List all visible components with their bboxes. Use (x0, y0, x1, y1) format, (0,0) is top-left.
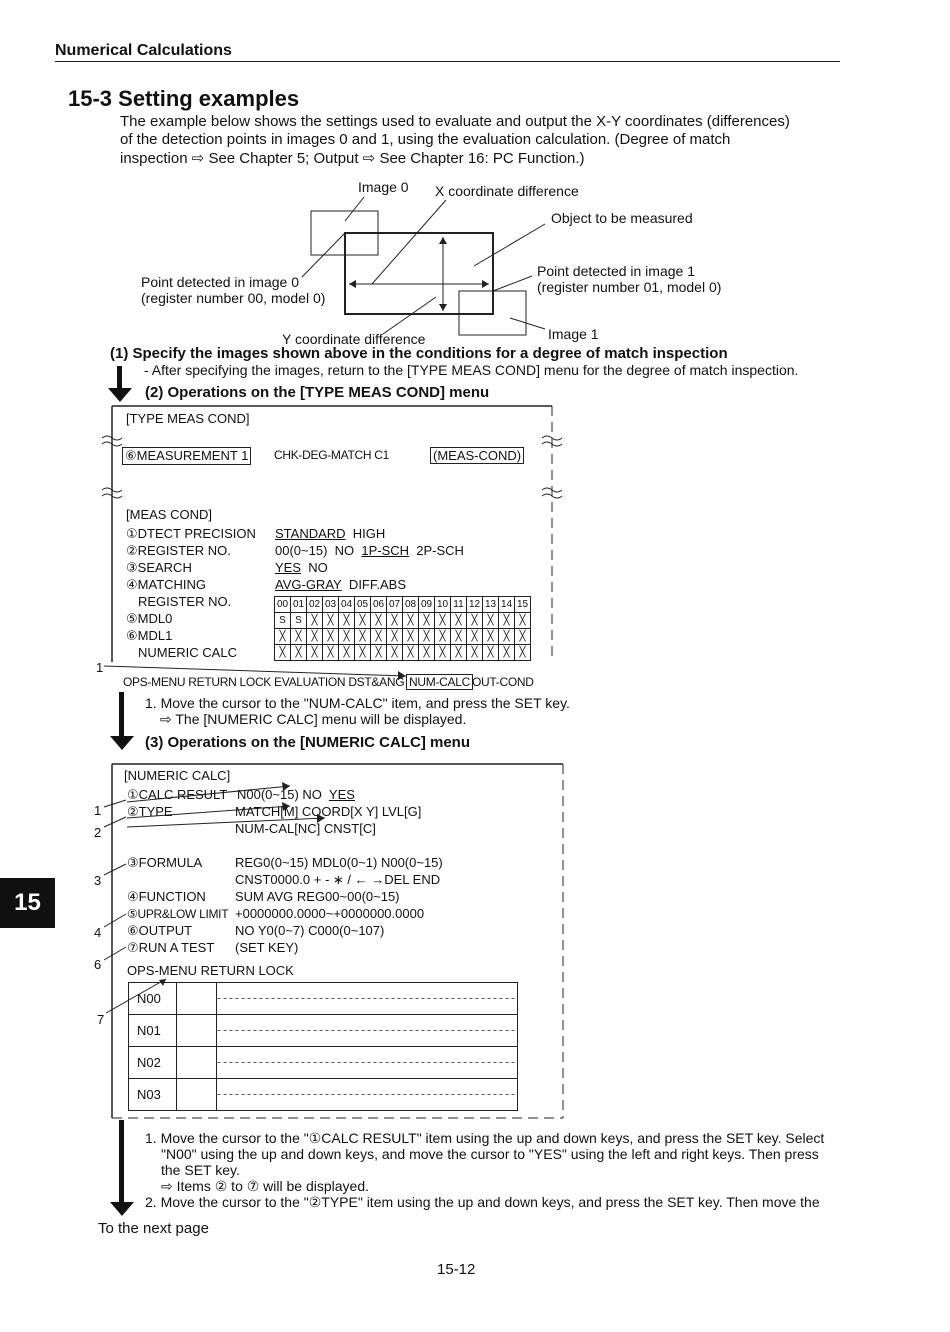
chapter-tab: 15 (0, 878, 55, 928)
table-row (129, 1047, 518, 1079)
flow-arrow-3 (119, 1120, 124, 1204)
numeric-calc-cell: ╳ (355, 645, 371, 661)
register-number-cell: 04 (339, 597, 355, 613)
step3-note-1: 1. Move the cursor to the "①CALC RESULT" item using the up and down keys, and press the SET key. Select (145, 1130, 825, 1146)
numeric-calc-cell: ╳ (387, 645, 403, 661)
calc-result-value[interactable]: N00(0~15) NO YES (237, 787, 355, 802)
register-number-cell: 07 (387, 597, 403, 613)
register-no-value[interactable]: 00(0~15) NO 1P-SCH 2P-SCH (275, 543, 464, 558)
mdl0-label: ⑤MDL0 (126, 611, 173, 626)
numeric-calc-cell: ╳ (403, 645, 419, 661)
mdl0-cell: ╳ (371, 613, 387, 629)
mdl1-cell: ╳ (355, 629, 371, 645)
dtect-precision-value[interactable]: STANDARD HIGH (275, 526, 386, 541)
matching-value[interactable]: AVG-GRAY DIFF.ABS (275, 577, 406, 592)
register-number-cell: 09 (419, 597, 435, 613)
function-value[interactable]: SUM AVG REG00~00(0~15) (235, 889, 400, 904)
mdl0-cell: ╳ (403, 613, 419, 629)
label-point0-l2: (register number 00, model 0) (141, 290, 326, 306)
callout-6: 6 (94, 957, 102, 972)
numeric-calc-cell: ╳ (435, 645, 451, 661)
numeric-calc-cell: ╳ (419, 645, 435, 661)
search-label: ③SEARCH (126, 560, 192, 575)
output-value[interactable]: NO Y0(0~7) C000(0~107) (235, 923, 385, 938)
function-label: ④FUNCTION (127, 889, 206, 904)
mdl1-cell: ╳ (403, 629, 419, 645)
mdl1-cell: ╳ (339, 629, 355, 645)
register-number-cell: 11 (451, 597, 467, 613)
mdl1-cell: ╳ (323, 629, 339, 645)
n-row-label[interactable]: N02 (129, 1047, 177, 1079)
intro-line-1: The example below shows the settings used to evaluate and output the X-Y coordinates (differences) (120, 113, 790, 130)
callout-7: 7 (97, 1012, 105, 1027)
type-value-2[interactable]: NUM-CAL[NC] CNST[C] (235, 821, 376, 836)
label-object: Object to be measured (551, 210, 693, 226)
mdl1-cell: ╳ (371, 629, 387, 645)
mdl1-cell: ╳ (451, 629, 467, 645)
step3-note-1c: the SET key. (161, 1162, 240, 1178)
screen1-title: [TYPE MEAS COND] (126, 411, 250, 426)
type-value[interactable]: MATCH[M] COORD[X Y] LVL[G] (235, 804, 422, 819)
callout-1: 1 (94, 803, 102, 818)
mdl1-cell: ╳ (291, 629, 307, 645)
mdl0-cell: ╳ (339, 613, 355, 629)
mdl0-cell: ╳ (355, 613, 371, 629)
numeric-calc-cell: ╳ (307, 645, 323, 661)
mdl0-cell: ╳ (307, 613, 323, 629)
step2-note-1: 1. Move the cursor to the "NUM-CALC" item, and press the SET key. (145, 695, 570, 711)
mdl1-cell: ╳ (307, 629, 323, 645)
step3-note-2: 2. Move the cursor to the "②TYPE" item using the up and down keys, and press the SET key. Then move the (145, 1194, 820, 1210)
next-page-label: To the next page (98, 1220, 209, 1237)
mdl0-cell: ╳ (467, 613, 483, 629)
mdl0-cell: S (291, 613, 307, 629)
numeric-calc-cell: ╳ (515, 645, 531, 661)
result-table (128, 982, 518, 1111)
limit-value[interactable]: +0000000.0000~+0000000.0000 (235, 906, 425, 921)
label-image1: Image 1 (548, 326, 599, 342)
callout-1-screen1: 1 (96, 660, 104, 675)
step2-title: (2) Operations on the [TYPE MEAS COND] menu (145, 384, 490, 401)
register-number-cell: 14 (499, 597, 515, 613)
screen2-menu-bar[interactable]: OPS-MENU RETURN LOCK (127, 963, 294, 978)
register-number-cell: 03 (323, 597, 339, 613)
n-row-label[interactable]: N01 (129, 1015, 177, 1047)
register-number-cell: 08 (403, 597, 419, 613)
label-y-diff: Y coordinate difference (282, 331, 426, 347)
mdl0-cell: S (275, 613, 291, 629)
formula-value-2[interactable]: CNST0000.0 + - ∗ / ← →DEL END (235, 872, 441, 887)
intro-line-2: of the detection points in images 0 and 1, using the evaluation calculation. (Degree of match (120, 131, 731, 148)
numeric-calc-cell: ╳ (499, 645, 515, 661)
numeric-calc-label: NUMERIC CALC (138, 645, 237, 660)
dtect-precision-label: ①DTECT PRECISION (126, 526, 256, 541)
register-number-cell: 15 (515, 597, 531, 613)
screen2-title: [NUMERIC CALC] (124, 768, 231, 783)
register-no-label: ②REGISTER NO. (126, 543, 231, 558)
label-x-diff: X coordinate difference (435, 183, 579, 199)
formula-value[interactable]: REG0(0~15) MDL0(0~1) N00(0~15) (235, 855, 443, 870)
calc-result-yes[interactable]: YES (328, 787, 355, 802)
mode-value: CHK-DEG-MATCH C1 (274, 448, 389, 462)
register-number-cell: 12 (467, 597, 483, 613)
register-number-cell: 13 (483, 597, 499, 613)
run-test-label: ⑦RUN A TEST (127, 940, 215, 955)
mdl0-cell: ╳ (499, 613, 515, 629)
mdl0-cell: ╳ (483, 613, 499, 629)
mdl0-cell: ╳ (515, 613, 531, 629)
mdl1-cell: ╳ (419, 629, 435, 645)
screen1-menu-bar[interactable]: OPS-MENU RETURN LOCK EVALUATION DST&ANG (123, 675, 405, 689)
register-number-cell: 02 (307, 597, 323, 613)
table-row (129, 1015, 518, 1047)
section-title: 15-3 Setting examples (68, 86, 300, 111)
label-image0: Image 0 (358, 179, 409, 195)
mdl1-label: ⑥MDL1 (126, 628, 173, 643)
running-header: Numerical Calculations (55, 42, 232, 59)
register-number-cell: 01 (291, 597, 307, 613)
register-number-cell: 06 (371, 597, 387, 613)
label-point1-l1: Point detected in image 1 (537, 263, 695, 279)
intro-line-3: inspection ⇨ See Chapter 5; Output ⇨ See Chapter 16: PC Function.) (120, 150, 585, 167)
mdl0-cell: ╳ (323, 613, 339, 629)
calc-result-label: ①CALC RESULT (127, 787, 228, 802)
table-row (129, 1079, 518, 1111)
matching-label: ④MATCHING (126, 577, 207, 592)
register-number-cell: 10 (435, 597, 451, 613)
step1-title: (1) Specify the images shown above in the conditions for a degree of match inspection (110, 345, 728, 362)
step1-note: - After specifying the images, return to the [TYPE MEAS COND] menu for the degree of match inspection. (144, 362, 799, 378)
n-row-label[interactable]: N03 (129, 1079, 177, 1111)
callout-2: 2 (94, 825, 102, 840)
numeric-calc-cell: ╳ (339, 645, 355, 661)
callout-4: 4 (94, 925, 102, 940)
formula-label: ③FORMULA (127, 855, 203, 870)
mdl1-cell: ╳ (467, 629, 483, 645)
numeric-calc-cell: ╳ (451, 645, 467, 661)
flow-arrowhead-3 (110, 1202, 134, 1216)
measurement-field[interactable]: ⑥MEASUREMENT 1 (122, 447, 251, 465)
num-calc-menu-item[interactable]: NUM-CALC (406, 674, 473, 690)
mdl0-cell: ╳ (387, 613, 403, 629)
numeric-calc-cell: ╳ (371, 645, 387, 661)
meas-cond-button[interactable]: (MEAS-COND) (430, 447, 524, 464)
numeric-calc-cell: ╳ (483, 645, 499, 661)
mdl0-cell: ╳ (435, 613, 451, 629)
register-no-sub-label: REGISTER NO. (138, 594, 232, 609)
n-row-label[interactable]: N00 (129, 983, 177, 1015)
label-point0-l1: Point detected in image 0 (141, 274, 299, 290)
meas-cond-title: [MEAS COND] (126, 507, 212, 522)
step3-note-1b: "N00" using the up and down keys, and move the cursor to "YES" using the left and right keys. Then press (161, 1146, 819, 1162)
numeric-calc-cell: ╳ (275, 645, 291, 661)
mdl1-cell: ╳ (387, 629, 403, 645)
page-number: 15-12 (437, 1261, 476, 1278)
step3-note-1d: ⇨ Items ② to ⑦ will be displayed. (161, 1178, 370, 1194)
mdl0-cell: ╳ (451, 613, 467, 629)
mdl1-cell: ╳ (499, 629, 515, 645)
step2-note-2: ⇨ The [NUMERIC CALC] menu will be displayed. (160, 711, 467, 727)
out-cond-menu-item[interactable]: OUT-COND (472, 675, 534, 689)
mdl1-cell: ╳ (483, 629, 499, 645)
numeric-calc-cell: ╳ (467, 645, 483, 661)
callout-3: 3 (94, 873, 102, 888)
label-point1-l2: (register number 01, model 0) (537, 279, 722, 295)
mdl1-cell: ╳ (275, 629, 291, 645)
limit-label: ⑤UPR&LOW LIMIT (127, 907, 229, 921)
register-number-cell: 00 (275, 597, 291, 613)
numeric-calc-cell: ╳ (323, 645, 339, 661)
mdl0-cell: ╳ (419, 613, 435, 629)
mdl1-cell: ╳ (435, 629, 451, 645)
numeric-calc-cell: ╳ (291, 645, 307, 661)
search-value[interactable]: YES NO (275, 560, 328, 575)
run-test-value[interactable]: (SET KEY) (235, 940, 299, 955)
mdl1-cell: ╳ (515, 629, 531, 645)
step3-title: (3) Operations on the [NUMERIC CALC] menu (145, 734, 470, 751)
type-label: ②TYPE (127, 804, 173, 819)
output-label: ⑥OUTPUT (127, 923, 193, 938)
register-number-cell: 05 (355, 597, 371, 613)
table-row (129, 983, 518, 1015)
